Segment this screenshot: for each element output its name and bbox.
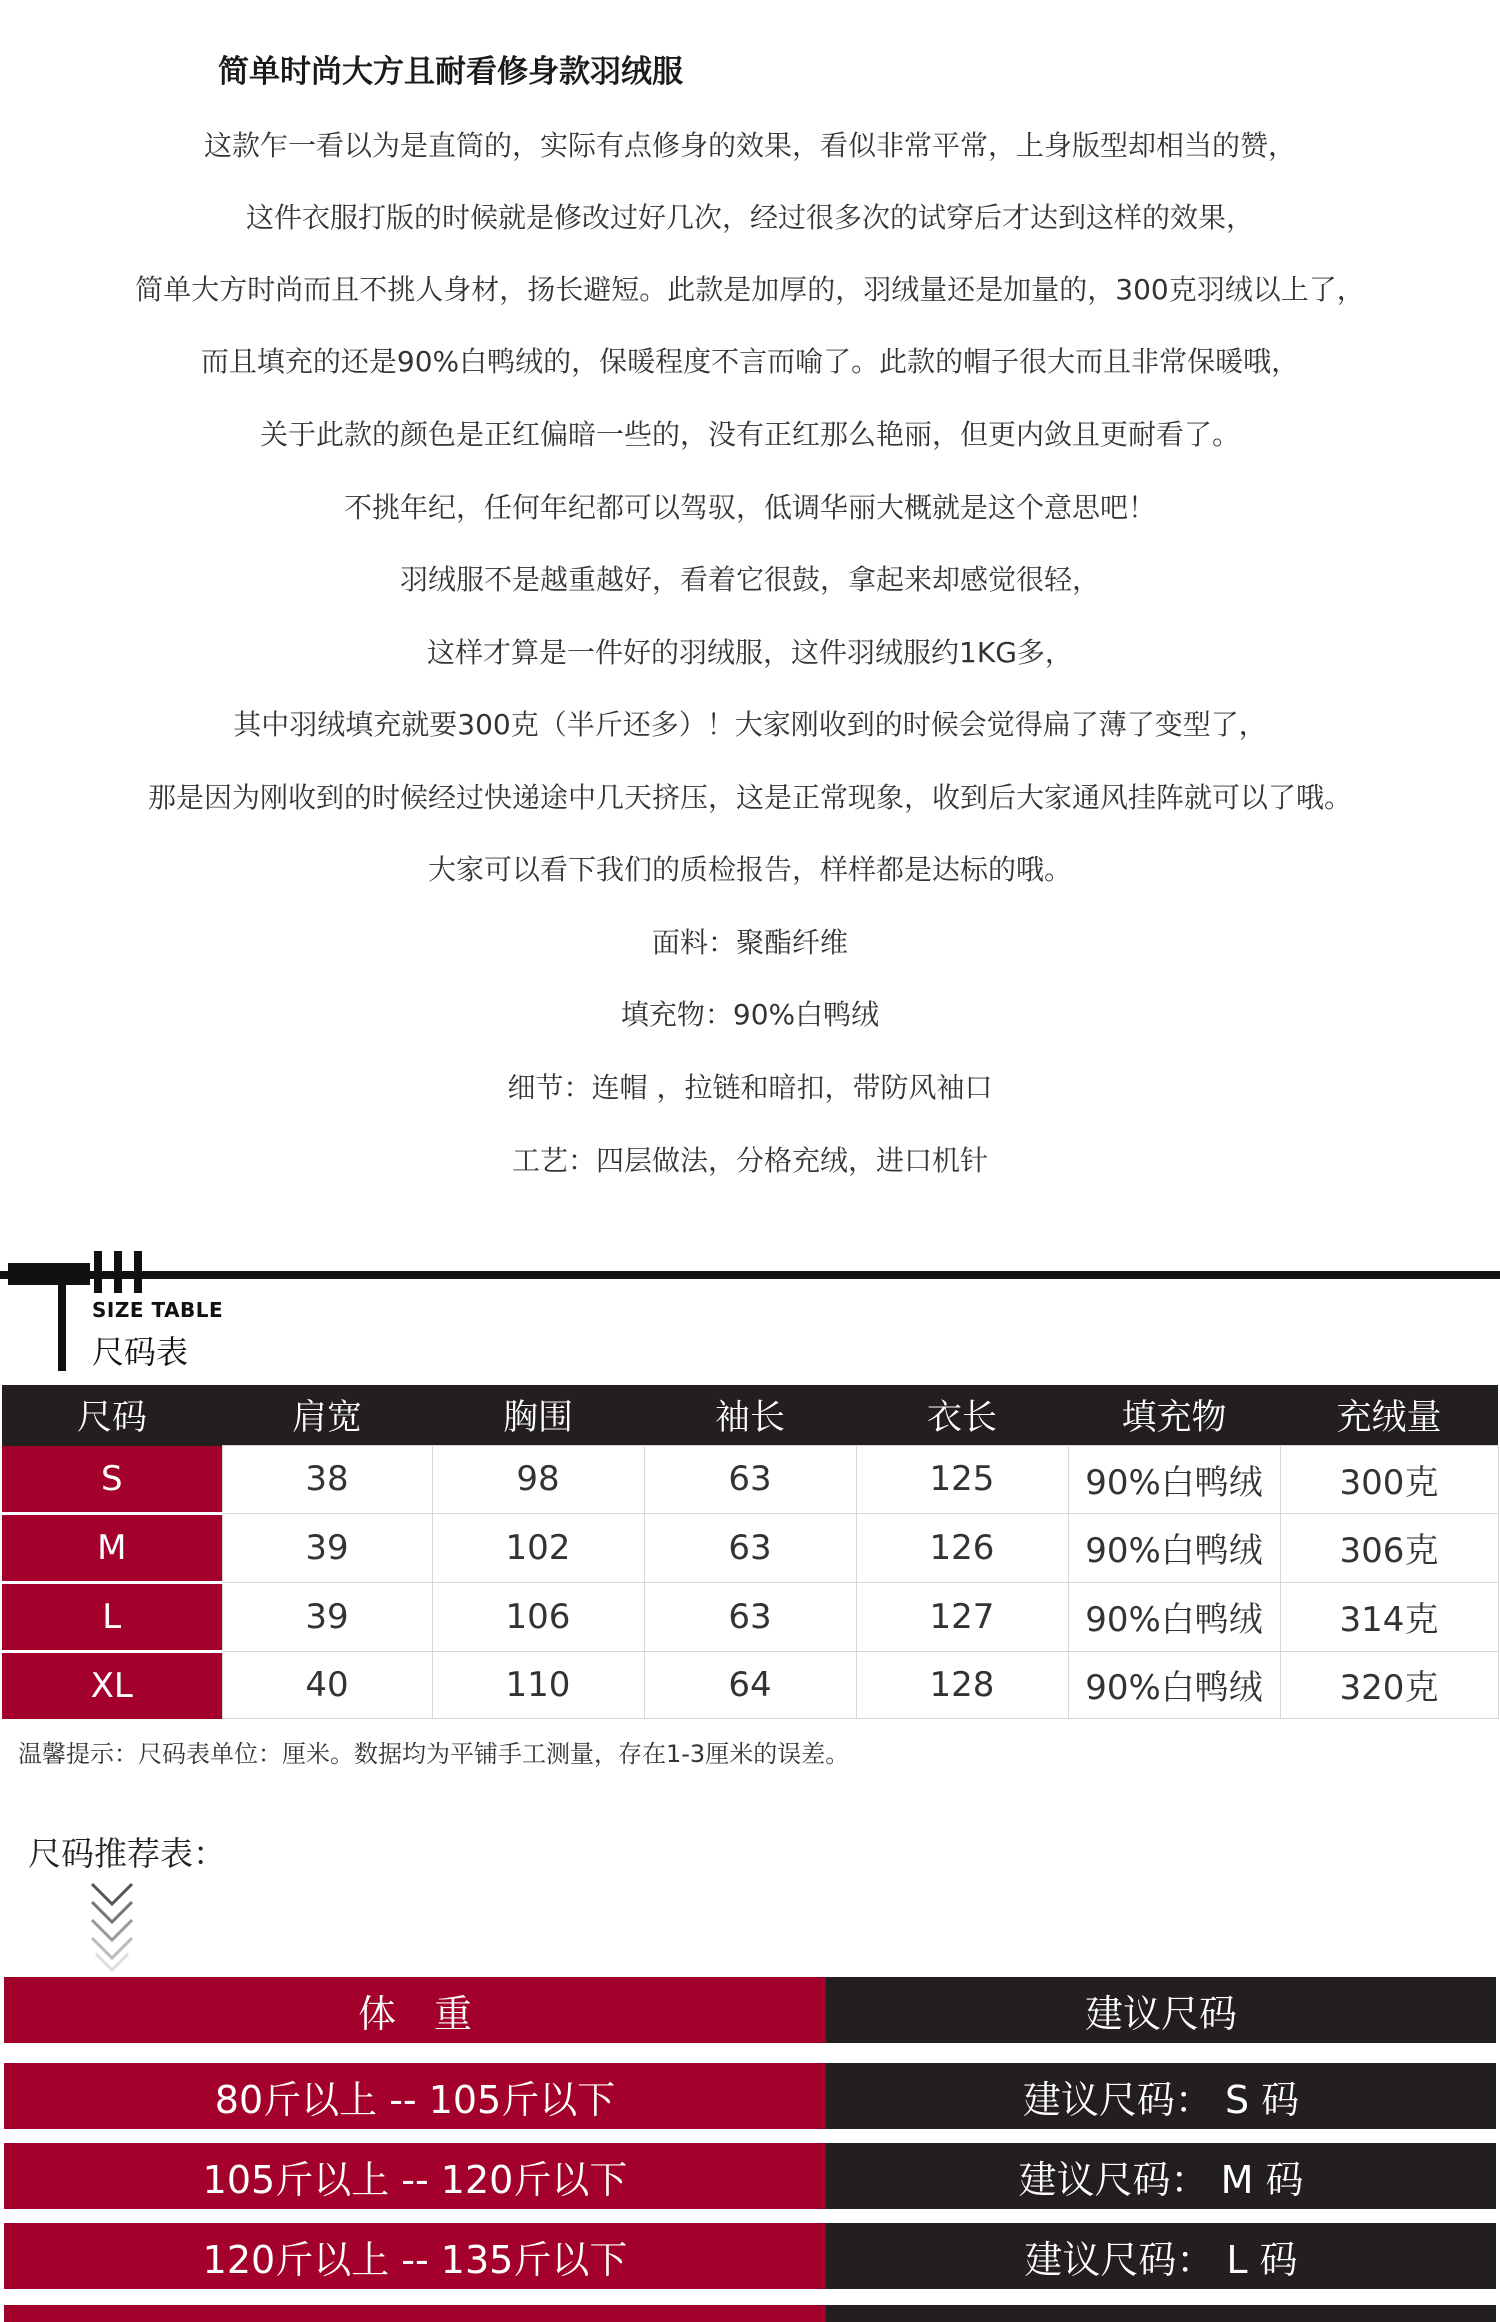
description-line: 这款乍一看以为是直筒的，实际有点修身的效果，看似非常平常，上身版型却相当的赞，	[203, 129, 1296, 162]
weight-range-cut	[4, 2305, 826, 2322]
weight-range: 120斤以上 -- 135斤以下	[4, 2223, 826, 2289]
description-line: 不挑年纪，任何年纪都可以驾驭，低调华丽大概就是这个意思吧！	[343, 491, 1156, 524]
recommend-title: 尺码推荐表：	[28, 1834, 226, 1873]
header-filling: 填充物	[1068, 1385, 1280, 1446]
weight-range: 105斤以上 -- 120斤以下	[4, 2143, 826, 2209]
header-sleeve: 袖长	[644, 1385, 856, 1446]
shoulder-cell: 40	[222, 1651, 432, 1719]
filling-line: 填充物：90%白鸭绒	[620, 998, 880, 1031]
header-chest: 胸围	[432, 1385, 644, 1446]
header-length: 衣长	[856, 1385, 1068, 1446]
header-shoulder: 肩宽	[222, 1385, 432, 1446]
header-size: 尺码	[2, 1385, 222, 1446]
size-table-tip: 温馨提示：尺码表单位：厘米。数据均为平铺手工测量，存在1-3厘米的误差。	[18, 1740, 850, 1768]
heading-post	[94, 1251, 102, 1293]
table-row	[2, 1513, 1498, 1582]
description-line: 关于此款的颜色是正红偏暗一些的，没有正红那么艳丽，但更内敛且更耐看了。	[259, 418, 1240, 451]
size-cell: S	[2, 1446, 222, 1514]
recommend-row-partial	[4, 2305, 1496, 2322]
size-cell: M	[2, 1513, 222, 1582]
filling-cell: 90%白鸭绒	[1068, 1582, 1280, 1651]
chest-cell: 110	[432, 1651, 644, 1719]
size-table-header-row	[2, 1385, 1498, 1446]
recommend-row	[4, 2223, 1496, 2289]
down-weight-cell: 300克	[1280, 1446, 1498, 1514]
details-line: 细节：连帽 ，拉链和暗扣，带防风袖口	[507, 1071, 993, 1104]
size-header: 建议尺码	[826, 1977, 1496, 2043]
table-row	[2, 1582, 1498, 1651]
product-title: 简单时尚大方且耐看修身款羽绒服	[218, 54, 683, 90]
recommend-row	[4, 2063, 1496, 2129]
sleeve-cell: 63	[644, 1582, 856, 1651]
heading-rule	[0, 1271, 1500, 1279]
heading-post	[114, 1251, 122, 1293]
size-table-label-en: SIZE TABLE	[92, 1298, 224, 1322]
sleeve-cell: 63	[644, 1513, 856, 1582]
shoulder-cell: 39	[222, 1513, 432, 1582]
weight-range: 80斤以上 -- 105斤以下	[4, 2063, 826, 2129]
description-line: 这样才算是一件好的羽绒服，这件羽绒服约1KG多，	[427, 636, 1073, 669]
description-line: 而且填充的还是90%白鸭绒的，保暖程度不言而喻了。此款的帽子很大而且非常保暖哦，	[200, 345, 1300, 378]
heading-post	[134, 1251, 142, 1293]
filling-cell: 90%白鸭绒	[1068, 1446, 1280, 1514]
suggested-size: 建议尺码： S 码	[826, 2063, 1496, 2129]
down-weight-cell: 314克	[1280, 1582, 1498, 1651]
size-cell: XL	[2, 1651, 222, 1719]
chest-cell: 102	[432, 1513, 644, 1582]
sleeve-cell: 64	[644, 1651, 856, 1719]
down-weight-cell: 306克	[1280, 1513, 1498, 1582]
down-weight-cell: 320克	[1280, 1651, 1498, 1719]
chest-cell: 98	[432, 1446, 644, 1514]
description-line: 这件衣服打版的时候就是修改过好几次，经过很多次的试穿后才达到这样的效果，	[245, 201, 1254, 234]
length-cell: 127	[856, 1582, 1068, 1651]
length-cell: 125	[856, 1446, 1068, 1514]
length-cell: 128	[856, 1651, 1068, 1719]
recommend-header-row	[4, 1977, 1496, 2043]
shoulder-cell: 38	[222, 1446, 432, 1514]
size-table	[2, 1385, 1499, 1719]
header-down-weight: 充绒量	[1280, 1385, 1498, 1446]
suggested-size: 建议尺码： L 码	[826, 2223, 1496, 2289]
description-line: 简单大方时尚而且不挑人身材，扬长避短。此款是加厚的，羽绒量还是加量的，300克羽绒以上了，	[135, 273, 1365, 306]
material-line: 面料：聚酯纤维	[651, 926, 848, 959]
weight-header: 体 重	[4, 1977, 826, 2043]
description-line: 其中羽绒填充就要300克（半斤还多）！大家刚收到的时候会觉得扁了薄了变型了，	[233, 708, 1267, 741]
filling-cell: 90%白鸭绒	[1068, 1651, 1280, 1719]
description-line: 羽绒服不是越重越好，看着它很鼓，拿起来却感觉很轻，	[399, 563, 1100, 596]
size-table-label-cn: 尺码表	[92, 1333, 189, 1371]
length-cell: 126	[856, 1513, 1068, 1582]
size-cell: L	[2, 1582, 222, 1651]
description-line: 大家可以看下我们的质检报告，样样都是达标的哦。	[427, 853, 1072, 886]
description-line: 那是因为刚收到的时候经过快递途中几天挤压，这是正常现象，收到后大家通风挂阵就可以了哦。	[147, 781, 1352, 814]
suggested-size: 建议尺码： M 码	[826, 2143, 1496, 2209]
heading-bar	[8, 1263, 90, 1285]
filling-cell: 90%白鸭绒	[1068, 1513, 1280, 1582]
chevron-down-icon	[90, 1880, 134, 1976]
craft-line: 工艺：四层做法，分格充绒，进口机针	[511, 1144, 988, 1177]
sleeve-cell: 63	[644, 1446, 856, 1514]
recommend-row	[4, 2143, 1496, 2209]
size-table-heading	[0, 1245, 1500, 1375]
shoulder-cell: 39	[222, 1582, 432, 1651]
suggested-size-cut	[826, 2305, 1496, 2322]
chest-cell: 106	[432, 1582, 644, 1651]
table-row	[2, 1651, 1498, 1719]
heading-stem	[58, 1263, 66, 1371]
table-row	[2, 1446, 1498, 1514]
